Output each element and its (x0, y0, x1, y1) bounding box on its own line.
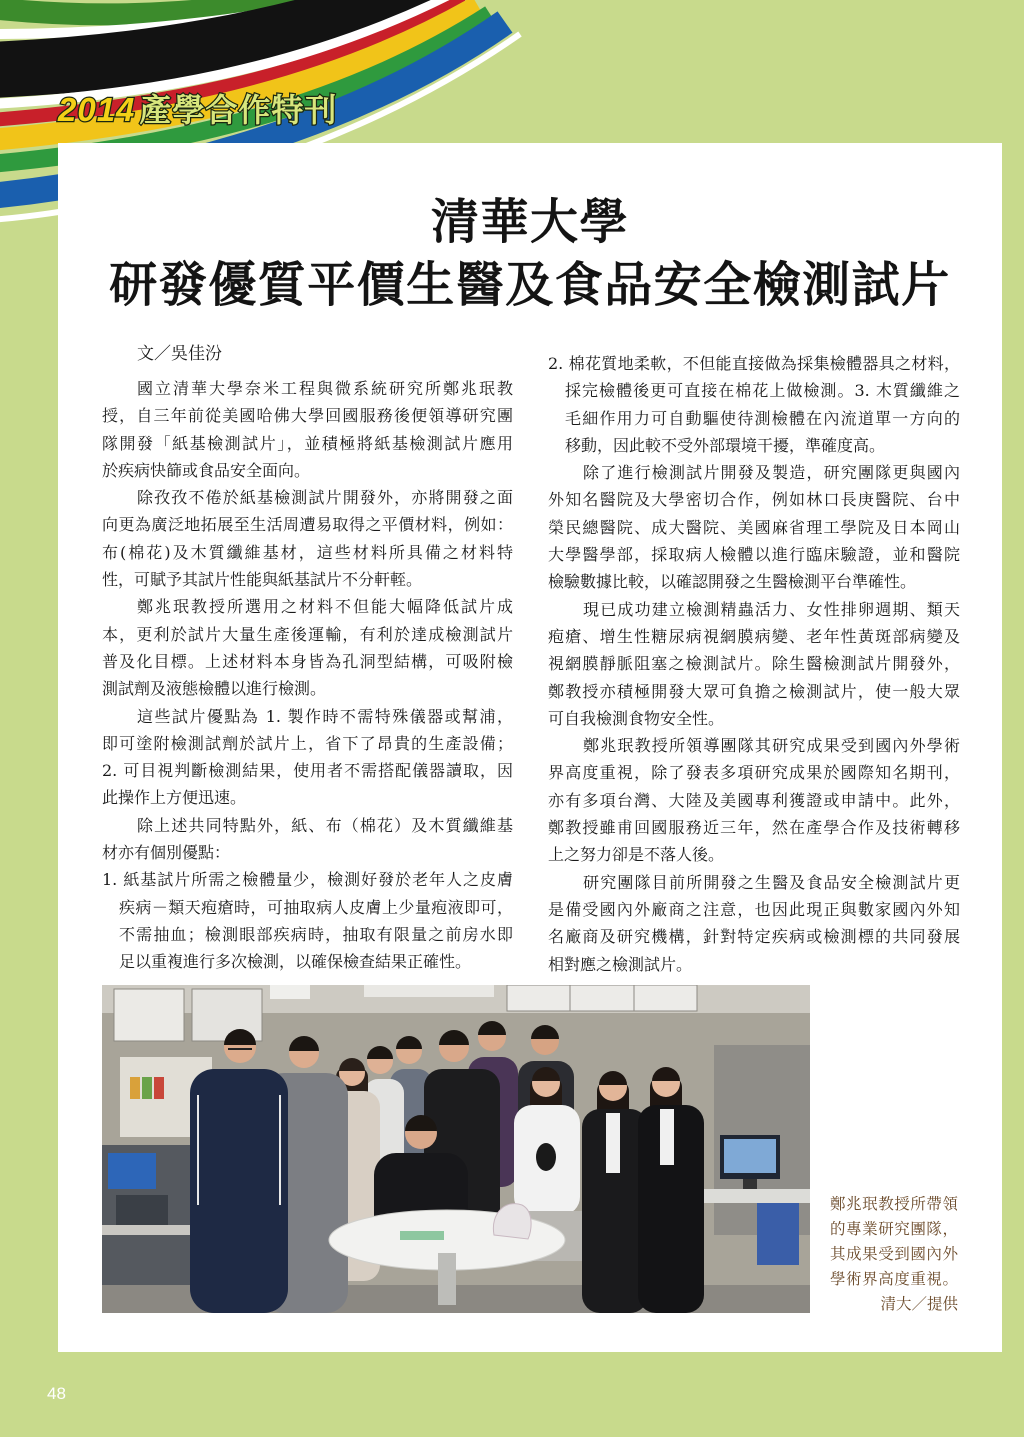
text-line: 視網膜靜脈阻塞之檢測試片。除生醫檢測試片開發外， (548, 654, 960, 674)
caption-line: 鄭兆珉教授所帶領 (830, 1195, 958, 1213)
caption-line: 的專業研究團隊， (830, 1220, 958, 1238)
text-line: 此操作上方便迅速。 (102, 788, 247, 808)
text-line: 疱瘡、增生性糖尿病視網膜病變、老年性黃斑部病變及 (548, 626, 960, 646)
text-line: 國立清華大學奈米工程與微系統研究所鄭兆珉教 (137, 379, 513, 398)
text-line: 本，更利於試片大量生產後運輸，有利於達成檢測試片 (102, 624, 513, 644)
photo-caption (830, 1192, 958, 1317)
paragraph (102, 703, 513, 812)
text-line: 外知名醫院及大學密切合作，例如林口長庚醫院、台中 (548, 490, 960, 510)
text-line: 鄭兆珉教授所領導團隊其研究成果受到國內外學術 (583, 736, 960, 756)
paragraph (548, 596, 960, 732)
photo-credit: 清大／提供 (880, 1295, 958, 1313)
text-line: 材亦有個別優點： (102, 843, 231, 863)
right-text-column (548, 350, 960, 978)
paragraph (102, 484, 513, 593)
text-line: 上之努力卻是不落人後。 (548, 845, 725, 865)
text-line: 不需抽血；檢測眼部疾病時，抽取有限量之前房水即 (119, 924, 513, 944)
text-line: 亦有多項台灣、大陸及美國專利獲證或申請中。此外， (548, 790, 960, 810)
text-line: 於疾病快篩或食品安全面向。 (102, 460, 311, 480)
caption-line: 學術界高度重視。 (830, 1270, 958, 1288)
paragraph (548, 732, 960, 868)
left-text-column (102, 375, 513, 976)
article-title-line-1: 清華大學 (430, 194, 629, 250)
text-line: 相對應之檢測試片。 (548, 954, 693, 974)
text-line: 檢驗數據比較，以確認開發之生醫檢測平台準確性。 (548, 572, 917, 592)
text-line: 可自我檢測食物安全性。 (548, 708, 725, 728)
text-line: 1. 紙基試片所需之檢體量少，檢測好發於老年人之皮膚 (102, 870, 513, 890)
text-line: 疾病－類天疱瘡時，可抽取病人皮膚上少量疱液即可， (119, 897, 513, 917)
text-line: 性，可賦予其試片性能與紙基試片不分軒輊。 (102, 570, 423, 590)
text-line: 足以重複進行多次檢測，以確保檢查結果正確性。 (119, 952, 472, 972)
text-line: 向更為廣泛地拓展至生活周遭易取得之平價材料，例如： (102, 515, 513, 535)
team-photo (102, 985, 810, 1313)
page-number: 48 (47, 1384, 66, 1403)
text-line: 除了進行檢測試片開發及製造，研究團隊更與國內 (583, 463, 960, 483)
text-line: 隊開發「紙基檢測試片」，並積極將紙基檢測試片應用 (102, 433, 513, 453)
paragraph (102, 812, 513, 867)
text-line: 2. 可目視判斷檢測結果，使用者不需搭配儀器讀取，因 (102, 761, 513, 781)
issue-year: 2014 (58, 91, 136, 128)
paragraph (102, 593, 513, 702)
caption-line: 其成果受到國內外 (830, 1245, 958, 1263)
text-line: 現已成功建立檢測精蟲活力、女性排卵週期、類天 (583, 599, 960, 619)
text-line: 除上述共同特點外，紙、布（棉花）及木質纖維基 (137, 815, 513, 835)
paragraph (548, 869, 960, 978)
text-line: 鄭兆珉教授所選用之材料不但能大幅降低試片成 (137, 597, 513, 617)
text-line: 是備受國內外廠商之注意，也因此現正與數家國內外知 (548, 899, 960, 919)
issue-header (58, 88, 337, 132)
byline: 文／吳佳汾 (137, 344, 222, 364)
text-line: 大學醫學部，採取病人檢體以進行臨床驗證，並和醫院 (548, 545, 960, 565)
paragraph (548, 459, 960, 595)
paragraph (102, 375, 513, 484)
text-line: 普及化目標。上述材料本身皆為孔洞型結構，可吸附檢 (102, 651, 513, 671)
text-line: 採完檢體後更可直接在棉花上做檢測。3. 木質纖維之 (565, 381, 960, 401)
article-title-line-2: 研發優質平價生醫及食品安全檢測試片 (109, 257, 951, 313)
text-line: 2. 棉花質地柔軟，不但能直接做為採集檢體器具之材料， (548, 354, 960, 373)
text-line: 授，自三年前從美國哈佛大學回國服務後便領導研究團 (102, 406, 513, 426)
text-line: 測試劑及液態檢體以進行檢測。 (102, 679, 327, 699)
text-line: 這些試片優點為 1. 製作時不需特殊儀器或幫浦， (137, 706, 513, 726)
text-line: 榮民總醫院、成大醫院、美國麻省理工學院及日本岡山 (548, 517, 960, 537)
text-line: 界高度重視，除了發表多項研究成果於國際知名期刊， (548, 763, 960, 783)
text-line: 研究團隊目前所開發之生醫及食品安全檢測試片更 (583, 872, 960, 892)
list-item (102, 866, 513, 975)
text-line: 鄭教授亦積極開發大眾可負擔之檢測試片，使一般大眾 (548, 681, 960, 701)
text-line: 毛細作用力可自動驅使待測檢體在內流道單一方向的 (565, 408, 960, 428)
text-line: 鄭教授雖甫回國服務近三年，然在產學合作及技術轉移 (548, 818, 960, 838)
text-line: 移動，因此較不受外部環境干擾，準確度高。 (565, 435, 886, 455)
text-line: 布(棉花)及木質纖維基材，這些材料所具備之材料特 (102, 542, 513, 562)
list-item (548, 350, 960, 459)
text-line: 除孜孜不倦於紙基檢測試片開發外，亦將開發之面 (137, 488, 513, 508)
issue-title: 產學合作特刊 (139, 91, 338, 129)
text-line: 即可塗附檢測試劑於試片上，省下了昂貴的生產設備； (102, 733, 513, 753)
text-line: 名廠商及研究機構，針對特定疾病或檢測標的共同發展 (548, 927, 960, 947)
